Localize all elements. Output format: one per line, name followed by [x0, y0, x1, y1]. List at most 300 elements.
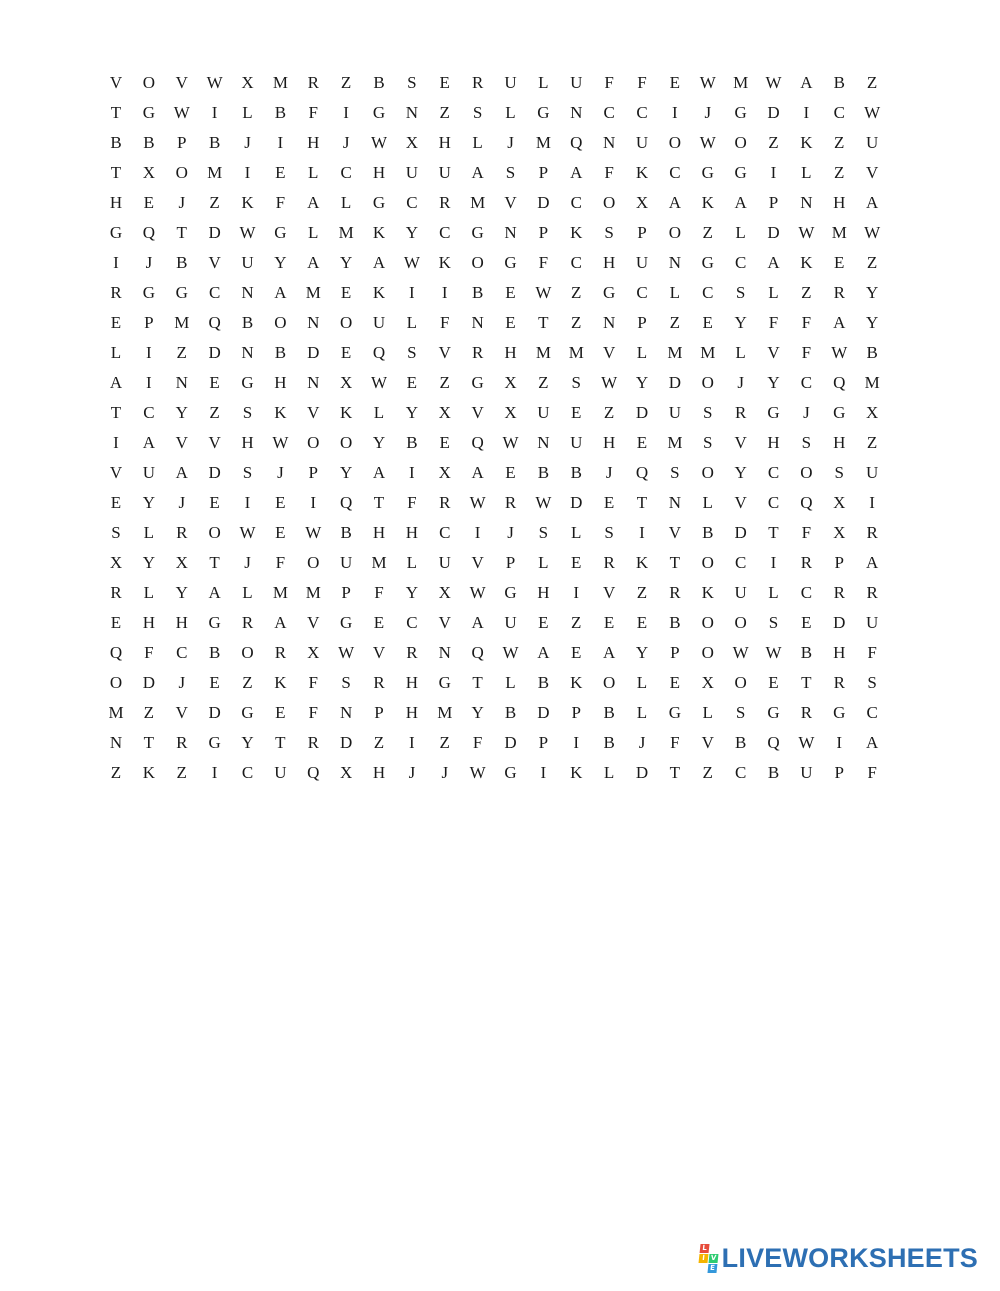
- grid-letter[interactable]: N: [504, 223, 517, 242]
- grid-letter[interactable]: F: [308, 703, 318, 722]
- grid-letter[interactable]: O: [734, 613, 747, 632]
- grid-letter[interactable]: G: [701, 253, 714, 272]
- grid-letter[interactable]: R: [603, 553, 615, 572]
- grid-letter[interactable]: I: [113, 253, 119, 272]
- grid-letter[interactable]: A: [865, 193, 879, 212]
- grid-letter[interactable]: N: [405, 103, 419, 122]
- grid-letter[interactable]: N: [241, 343, 254, 362]
- grid-letter[interactable]: O: [109, 673, 123, 692]
- grid-letter[interactable]: C: [570, 193, 582, 212]
- grid-letter[interactable]: B: [603, 733, 615, 752]
- grid-letter[interactable]: Q: [307, 763, 320, 782]
- grid-letter[interactable]: Z: [176, 763, 187, 782]
- grid-letter[interactable]: L: [242, 583, 253, 602]
- grid-letter[interactable]: A: [142, 433, 156, 452]
- grid-letter[interactable]: G: [471, 373, 484, 392]
- grid-letter[interactable]: W: [272, 433, 289, 452]
- grid-letter[interactable]: Y: [865, 313, 879, 332]
- grid-letter[interactable]: L: [768, 583, 779, 602]
- grid-letter[interactable]: A: [175, 463, 188, 482]
- grid-letter[interactable]: S: [768, 613, 779, 632]
- grid-letter[interactable]: U: [668, 403, 682, 422]
- grid-letter[interactable]: Z: [439, 733, 450, 752]
- grid-letter[interactable]: H: [372, 763, 386, 782]
- grid-letter[interactable]: J: [803, 403, 810, 422]
- grid-letter[interactable]: E: [373, 613, 385, 632]
- grid-letter[interactable]: E: [636, 433, 648, 452]
- grid-letter[interactable]: X: [175, 553, 188, 572]
- grid-letter[interactable]: U: [274, 763, 287, 782]
- grid-letter[interactable]: H: [274, 373, 287, 392]
- grid-letter[interactable]: N: [800, 193, 813, 212]
- grid-letter[interactable]: F: [867, 763, 877, 782]
- grid-letter[interactable]: S: [538, 523, 549, 542]
- grid-letter[interactable]: S: [703, 433, 713, 452]
- grid-letter[interactable]: P: [637, 223, 647, 242]
- grid-letter[interactable]: M: [305, 583, 321, 602]
- grid-letter[interactable]: G: [109, 223, 123, 242]
- grid-letter[interactable]: Y: [339, 463, 353, 482]
- grid-letter[interactable]: C: [800, 583, 813, 602]
- grid-letter[interactable]: X: [504, 373, 517, 392]
- grid-letter[interactable]: M: [174, 313, 190, 332]
- grid-letter[interactable]: N: [471, 313, 484, 332]
- grid-letter[interactable]: C: [702, 283, 714, 302]
- grid-letter[interactable]: V: [734, 493, 747, 512]
- grid-letter[interactable]: E: [340, 283, 352, 302]
- grid-letter[interactable]: P: [538, 163, 549, 182]
- grid-letter[interactable]: Y: [734, 463, 747, 482]
- grid-letter[interactable]: E: [275, 493, 286, 512]
- grid-letter[interactable]: B: [866, 343, 878, 362]
- grid-letter[interactable]: G: [241, 373, 254, 392]
- grid-letter[interactable]: O: [274, 313, 287, 332]
- grid-letter[interactable]: R: [800, 703, 813, 722]
- grid-letter[interactable]: S: [407, 343, 417, 362]
- grid-letter[interactable]: Y: [635, 373, 649, 392]
- grid-letter[interactable]: G: [602, 283, 616, 302]
- grid-letter[interactable]: A: [471, 613, 484, 632]
- grid-letter[interactable]: Y: [405, 223, 419, 242]
- grid-letter[interactable]: G: [372, 103, 386, 122]
- grid-letter[interactable]: G: [274, 223, 287, 242]
- grid-letter[interactable]: G: [504, 583, 517, 602]
- grid-letter[interactable]: H: [175, 613, 188, 632]
- grid-letter[interactable]: H: [833, 643, 846, 662]
- grid-letter[interactable]: I: [277, 133, 284, 152]
- grid-letter[interactable]: L: [768, 283, 779, 302]
- grid-letter[interactable]: U: [438, 163, 451, 182]
- grid-letter[interactable]: B: [669, 613, 681, 632]
- grid-letter[interactable]: W: [338, 643, 355, 662]
- grid-letter[interactable]: E: [439, 73, 450, 92]
- grid-letter[interactable]: P: [308, 463, 318, 482]
- grid-letter[interactable]: W: [864, 103, 881, 122]
- grid-letter[interactable]: M: [207, 163, 223, 182]
- grid-letter[interactable]: R: [669, 583, 681, 602]
- grid-letter[interactable]: E: [275, 523, 286, 542]
- grid-letter[interactable]: W: [864, 223, 881, 242]
- grid-letter[interactable]: T: [110, 163, 122, 182]
- grid-letter[interactable]: L: [571, 523, 582, 542]
- grid-letter[interactable]: L: [143, 583, 155, 602]
- grid-letter[interactable]: U: [800, 763, 813, 782]
- grid-letter[interactable]: N: [668, 493, 682, 512]
- grid-letter[interactable]: V: [471, 403, 484, 422]
- grid-letter[interactable]: Q: [635, 463, 649, 482]
- grid-letter[interactable]: Z: [439, 373, 450, 392]
- grid-letter[interactable]: T: [636, 493, 648, 512]
- grid-letter[interactable]: R: [800, 553, 813, 572]
- grid-letter[interactable]: W: [469, 493, 486, 512]
- grid-letter[interactable]: D: [537, 703, 550, 722]
- grid-letter[interactable]: T: [143, 733, 155, 752]
- grid-letter[interactable]: W: [502, 643, 519, 662]
- grid-letter[interactable]: R: [110, 283, 122, 302]
- grid-letter[interactable]: U: [504, 73, 517, 92]
- grid-letter[interactable]: M: [305, 283, 321, 302]
- grid-letter[interactable]: F: [308, 673, 318, 692]
- grid-letter[interactable]: H: [372, 523, 386, 542]
- grid-letter[interactable]: Z: [209, 193, 220, 212]
- grid-letter[interactable]: M: [864, 373, 880, 392]
- grid-letter[interactable]: V: [175, 703, 188, 722]
- grid-letter[interactable]: O: [602, 193, 616, 212]
- grid-letter[interactable]: R: [833, 583, 845, 602]
- grid-letter[interactable]: G: [734, 103, 747, 122]
- grid-letter[interactable]: O: [701, 553, 714, 572]
- grid-letter[interactable]: E: [538, 613, 549, 632]
- grid-letter[interactable]: O: [307, 553, 320, 572]
- grid-letter[interactable]: O: [142, 73, 156, 92]
- grid-letter[interactable]: T: [176, 223, 187, 242]
- grid-letter[interactable]: U: [635, 133, 649, 152]
- grid-letter[interactable]: L: [801, 163, 812, 182]
- grid-letter[interactable]: V: [602, 583, 616, 602]
- grid-letter[interactable]: F: [637, 73, 647, 92]
- grid-letter[interactable]: L: [373, 403, 385, 422]
- grid-letter[interactable]: N: [307, 373, 320, 392]
- grid-letter[interactable]: A: [109, 373, 123, 392]
- grid-letter[interactable]: V: [767, 343, 780, 362]
- grid-letter[interactable]: U: [635, 253, 649, 272]
- grid-letter[interactable]: Z: [702, 223, 713, 242]
- grid-letter[interactable]: K: [570, 673, 583, 692]
- grid-letter[interactable]: Z: [571, 613, 582, 632]
- grid-letter[interactable]: Z: [866, 433, 878, 452]
- grid-letter[interactable]: K: [274, 673, 287, 692]
- grid-letter[interactable]: O: [668, 133, 682, 152]
- grid-letter[interactable]: B: [537, 673, 550, 692]
- grid-letter[interactable]: C: [340, 163, 352, 182]
- grid-letter[interactable]: W: [699, 133, 716, 152]
- grid-letter[interactable]: L: [472, 133, 483, 152]
- grid-letter[interactable]: E: [702, 313, 713, 332]
- grid-letter[interactable]: E: [110, 493, 122, 512]
- grid-letter[interactable]: H: [109, 193, 123, 212]
- grid-letter[interactable]: I: [770, 553, 777, 572]
- grid-letter[interactable]: L: [505, 673, 516, 692]
- grid-letter[interactable]: Z: [702, 763, 713, 782]
- grid-letter[interactable]: R: [866, 523, 878, 542]
- grid-letter[interactable]: Z: [439, 103, 450, 122]
- grid-letter[interactable]: T: [538, 313, 549, 332]
- grid-letter[interactable]: N: [175, 373, 188, 392]
- grid-letter[interactable]: G: [142, 103, 156, 122]
- grid-letter[interactable]: H: [767, 433, 780, 452]
- grid-letter[interactable]: F: [144, 643, 154, 662]
- grid-letter[interactable]: J: [507, 523, 514, 542]
- grid-letter[interactable]: B: [537, 463, 550, 482]
- grid-letter[interactable]: W: [502, 433, 519, 452]
- grid-letter[interactable]: X: [438, 403, 451, 422]
- grid-letter[interactable]: F: [472, 733, 483, 752]
- grid-letter[interactable]: H: [602, 253, 616, 272]
- grid-letter[interactable]: U: [570, 433, 583, 452]
- grid-letter[interactable]: A: [274, 283, 287, 302]
- grid-letter[interactable]: Q: [339, 493, 353, 512]
- grid-letter[interactable]: K: [241, 193, 254, 212]
- grid-letter[interactable]: D: [504, 733, 517, 752]
- grid-letter[interactable]: V: [504, 193, 517, 212]
- grid-letter[interactable]: G: [833, 703, 846, 722]
- grid-letter[interactable]: C: [734, 763, 747, 782]
- grid-letter[interactable]: P: [505, 553, 516, 572]
- grid-letter[interactable]: A: [537, 643, 550, 662]
- grid-letter[interactable]: E: [571, 553, 582, 572]
- grid-letter[interactable]: I: [146, 373, 152, 392]
- grid-letter[interactable]: H: [537, 583, 550, 602]
- grid-letter[interactable]: S: [242, 463, 253, 482]
- grid-letter[interactable]: H: [142, 613, 156, 632]
- grid-letter[interactable]: R: [176, 733, 188, 752]
- grid-letter[interactable]: D: [833, 613, 846, 632]
- grid-letter[interactable]: P: [637, 313, 647, 332]
- grid-letter[interactable]: U: [339, 553, 353, 572]
- grid-letter[interactable]: G: [504, 763, 517, 782]
- grid-letter[interactable]: J: [178, 193, 186, 212]
- grid-letter[interactable]: A: [602, 643, 616, 662]
- grid-letter[interactable]: L: [242, 103, 253, 122]
- grid-letter[interactable]: M: [535, 133, 551, 152]
- grid-letter[interactable]: D: [570, 493, 583, 512]
- grid-letter[interactable]: D: [734, 523, 747, 542]
- grid-letter[interactable]: C: [439, 223, 451, 242]
- grid-letter[interactable]: V: [438, 343, 451, 362]
- grid-letter[interactable]: W: [831, 343, 848, 362]
- grid-letter[interactable]: U: [570, 73, 583, 92]
- grid-letter[interactable]: L: [735, 343, 746, 362]
- grid-letter[interactable]: Z: [571, 313, 582, 332]
- grid-letter[interactable]: O: [602, 673, 616, 692]
- grid-letter[interactable]: E: [768, 673, 779, 692]
- grid-letter[interactable]: H: [504, 343, 517, 362]
- grid-letter[interactable]: A: [274, 613, 287, 632]
- grid-letter[interactable]: O: [734, 673, 747, 692]
- grid-letter[interactable]: F: [867, 643, 877, 662]
- grid-letter[interactable]: V: [208, 433, 221, 452]
- grid-letter[interactable]: J: [704, 103, 712, 122]
- grid-letter[interactable]: Z: [538, 373, 549, 392]
- grid-letter[interactable]: B: [504, 703, 517, 722]
- grid-letter[interactable]: H: [833, 433, 846, 452]
- grid-letter[interactable]: N: [241, 283, 254, 302]
- grid-letter[interactable]: N: [307, 313, 320, 332]
- grid-letter[interactable]: O: [307, 433, 320, 452]
- grid-letter[interactable]: V: [109, 73, 123, 92]
- grid-letter[interactable]: I: [803, 103, 810, 122]
- grid-letter[interactable]: D: [208, 223, 221, 242]
- grid-letter[interactable]: S: [242, 403, 253, 422]
- grid-letter[interactable]: A: [668, 193, 682, 212]
- grid-letter[interactable]: A: [570, 163, 583, 182]
- grid-letter[interactable]: T: [669, 553, 681, 572]
- grid-letter[interactable]: W: [239, 523, 256, 542]
- grid-letter[interactable]: U: [372, 313, 386, 332]
- grid-letter[interactable]: V: [208, 253, 221, 272]
- grid-letter[interactable]: K: [339, 403, 353, 422]
- grid-letter[interactable]: Q: [109, 643, 123, 662]
- grid-letter[interactable]: C: [734, 253, 747, 272]
- grid-letter[interactable]: S: [604, 223, 614, 242]
- grid-letter[interactable]: O: [701, 463, 714, 482]
- grid-letter[interactable]: Y: [734, 313, 747, 332]
- grid-letter[interactable]: T: [275, 733, 286, 752]
- grid-letter[interactable]: A: [865, 733, 879, 752]
- grid-letter[interactable]: P: [670, 643, 680, 662]
- grid-letter[interactable]: R: [866, 583, 878, 602]
- grid-letter[interactable]: U: [405, 163, 419, 182]
- grid-letter[interactable]: W: [173, 103, 190, 122]
- grid-letter[interactable]: I: [573, 583, 580, 602]
- grid-letter[interactable]: X: [635, 193, 649, 212]
- grid-letter[interactable]: A: [800, 73, 813, 92]
- grid-letter[interactable]: R: [734, 403, 747, 422]
- grid-letter[interactable]: L: [538, 553, 549, 572]
- grid-letter[interactable]: R: [307, 733, 319, 752]
- grid-letter[interactable]: V: [734, 433, 747, 452]
- grid-letter[interactable]: L: [702, 493, 713, 512]
- grid-letter[interactable]: D: [767, 103, 780, 122]
- grid-letter[interactable]: Z: [340, 73, 352, 92]
- grid-letter[interactable]: E: [571, 643, 582, 662]
- grid-letter[interactable]: C: [800, 373, 813, 392]
- grid-letter[interactable]: U: [537, 403, 550, 422]
- grid-letter[interactable]: R: [274, 643, 287, 662]
- grid-letter[interactable]: M: [535, 343, 551, 362]
- grid-letter[interactable]: E: [275, 163, 286, 182]
- grid-letter[interactable]: W: [535, 283, 552, 302]
- grid-letter[interactable]: M: [831, 223, 847, 242]
- grid-letter[interactable]: J: [737, 373, 744, 392]
- grid-letter[interactable]: B: [406, 433, 418, 452]
- grid-letter[interactable]: E: [505, 463, 516, 482]
- grid-letter[interactable]: M: [700, 343, 716, 362]
- grid-letter[interactable]: U: [438, 553, 451, 572]
- grid-letter[interactable]: U: [504, 613, 517, 632]
- grid-letter[interactable]: M: [568, 343, 584, 362]
- grid-letter[interactable]: J: [145, 253, 153, 272]
- grid-letter[interactable]: B: [800, 643, 813, 662]
- grid-letter[interactable]: K: [701, 583, 714, 602]
- grid-letter[interactable]: R: [471, 343, 484, 362]
- grid-letter[interactable]: P: [538, 733, 549, 752]
- grid-letter[interactable]: B: [208, 133, 221, 152]
- grid-letter[interactable]: K: [438, 253, 451, 272]
- grid-letter[interactable]: O: [208, 523, 221, 542]
- grid-letter[interactable]: H: [833, 193, 846, 212]
- grid-letter[interactable]: U: [241, 253, 254, 272]
- grid-letter[interactable]: W: [370, 133, 388, 152]
- grid-letter[interactable]: A: [471, 163, 484, 182]
- grid-letter[interactable]: J: [342, 133, 350, 152]
- grid-letter[interactable]: W: [370, 373, 388, 392]
- grid-letter[interactable]: E: [505, 283, 516, 302]
- grid-letter[interactable]: L: [636, 673, 648, 692]
- grid-letter[interactable]: V: [865, 163, 879, 182]
- grid-letter[interactable]: P: [768, 193, 779, 212]
- grid-letter[interactable]: C: [176, 643, 188, 662]
- grid-letter[interactable]: O: [339, 313, 353, 332]
- grid-letter[interactable]: R: [439, 493, 451, 512]
- grid-letter[interactable]: I: [343, 103, 349, 122]
- grid-letter[interactable]: W: [239, 223, 256, 242]
- grid-letter[interactable]: Z: [801, 283, 812, 302]
- grid-letter[interactable]: Z: [866, 73, 878, 92]
- grid-letter[interactable]: I: [211, 763, 218, 782]
- grid-letter[interactable]: K: [701, 193, 714, 212]
- grid-letter[interactable]: Y: [175, 583, 188, 602]
- word-search-grid[interactable]: [100, 68, 889, 788]
- grid-letter[interactable]: V: [471, 553, 484, 572]
- grid-letter[interactable]: M: [667, 433, 683, 452]
- grid-letter[interactable]: D: [668, 373, 682, 392]
- grid-letter[interactable]: K: [274, 403, 287, 422]
- grid-letter[interactable]: L: [143, 523, 155, 542]
- grid-letter[interactable]: J: [244, 133, 251, 152]
- grid-letter[interactable]: A: [767, 253, 780, 272]
- grid-letter[interactable]: U: [865, 133, 879, 152]
- grid-letter[interactable]: Z: [636, 583, 648, 602]
- grid-letter[interactable]: M: [272, 583, 288, 602]
- grid-letter[interactable]: G: [372, 193, 386, 212]
- grid-letter[interactable]: E: [603, 493, 615, 512]
- grid-letter[interactable]: F: [801, 313, 812, 332]
- grid-letter[interactable]: C: [603, 103, 615, 122]
- grid-letter[interactable]: W: [798, 223, 815, 242]
- grid-letter[interactable]: Y: [175, 403, 188, 422]
- grid-letter[interactable]: A: [372, 253, 386, 272]
- grid-letter[interactable]: V: [438, 613, 451, 632]
- grid-letter[interactable]: E: [209, 493, 220, 512]
- grid-letter[interactable]: I: [211, 103, 218, 122]
- grid-letter[interactable]: V: [109, 463, 123, 482]
- grid-letter[interactable]: Z: [176, 343, 187, 362]
- grid-letter[interactable]: L: [702, 703, 713, 722]
- grid-letter[interactable]: Q: [372, 343, 386, 362]
- grid-letter[interactable]: A: [307, 253, 320, 272]
- grid-letter[interactable]: I: [869, 493, 875, 512]
- grid-letter[interactable]: H: [405, 673, 419, 692]
- grid-letter[interactable]: R: [833, 673, 845, 692]
- grid-letter[interactable]: T: [110, 403, 122, 422]
- grid-letter[interactable]: S: [472, 103, 483, 122]
- grid-letter[interactable]: X: [438, 583, 451, 602]
- grid-letter[interactable]: X: [241, 73, 254, 92]
- grid-letter[interactable]: Q: [833, 373, 846, 392]
- grid-letter[interactable]: O: [471, 253, 484, 272]
- grid-letter[interactable]: L: [340, 193, 352, 212]
